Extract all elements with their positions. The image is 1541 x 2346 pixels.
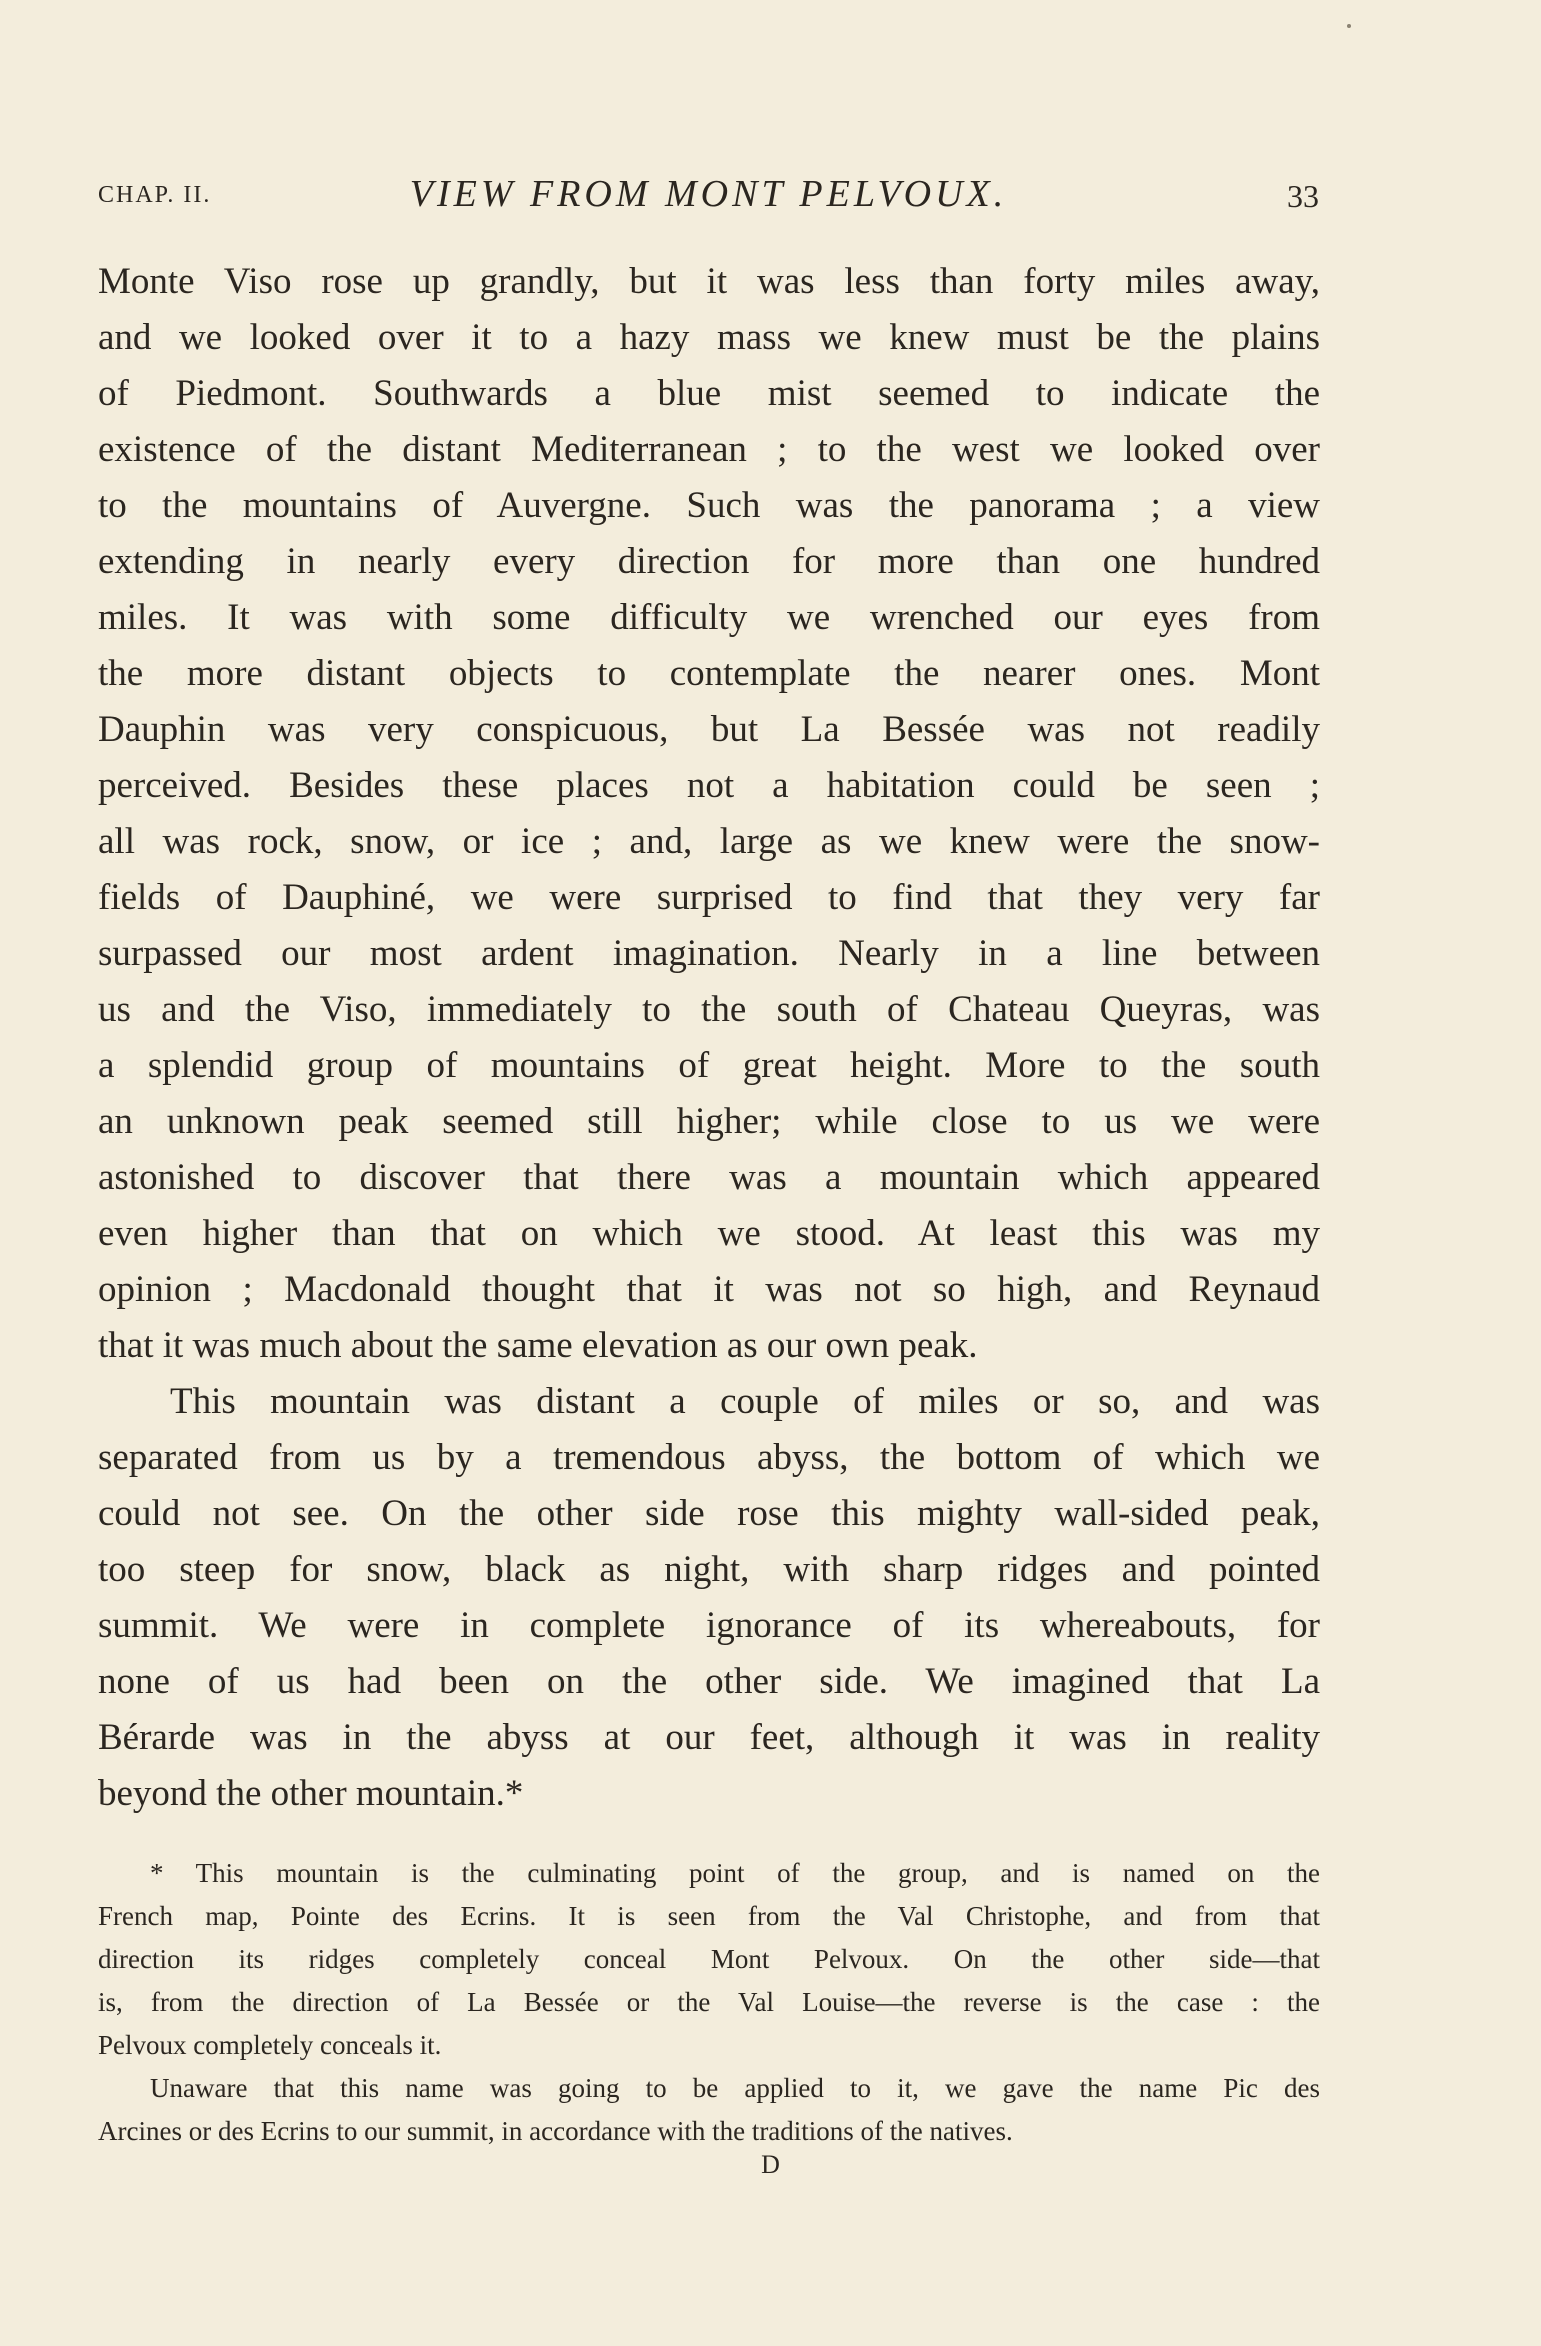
paper-speck — [1347, 24, 1351, 28]
text-line: extending in nearly every direction for more than one hundred — [98, 541, 1320, 582]
footnotes — [98, 1852, 1320, 2153]
text-line: that it was much about the same elevation as our own peak. — [98, 1325, 978, 1366]
text-line: none of us had been on the other side. We imagined that La — [98, 1661, 1320, 1702]
text-line: us and the Viso, immediately to the south of Chateau Queyras, was — [98, 989, 1320, 1030]
text-line: of Piedmont. Southwards a blue mist seemed to indicate the — [98, 373, 1320, 414]
text-line: the more distant objects to contemplate the nearer ones. Mont — [98, 653, 1320, 694]
text-line: and we looked over it to a hazy mass we knew must be the plains — [98, 317, 1320, 358]
text-line: Dauphin was very conspicuous, but La Bessée was not readily — [98, 709, 1320, 750]
text-line: summit. We were in complete ignorance of its whereabouts, for — [98, 1605, 1320, 1646]
text-line: miles. It was with some difficulty we wrenched our eyes from — [98, 597, 1320, 638]
text-line: too steep for snow, black as night, with sharp ridges and pointed — [98, 1549, 1320, 1590]
text-line: perceived. Besides these places not a habitation could be seen ; — [98, 765, 1320, 806]
text-line: opinion ; Macdonald thought that it was not so high, and Reynaud — [98, 1269, 1320, 1310]
page-number: 33 — [1287, 178, 1319, 214]
footnote-line: Arcines or des Ecrins to our summit, in accordance with the traditions of the natives. — [98, 2116, 1013, 2146]
footnote-line: Pelvoux completely conceals it. — [98, 2030, 442, 2060]
text-line: fields of Dauphiné, we were surprised to find that they very far — [98, 877, 1320, 918]
text-line: existence of the distant Mediterranean ; to the west we looked over — [98, 429, 1320, 470]
text-line: to the mountains of Auvergne. Such was the panorama ; a view — [98, 485, 1320, 526]
footnote-line: French map, Pointe des Ecrins. It is seen from the Val Christophe, and from that — [98, 1901, 1320, 1931]
footnote-line: is, from the direction of La Bessée or the Val Louise—the reverse is the case : the — [98, 1987, 1320, 2017]
text-line: separated from us by a tremendous abyss, the bottom of which we — [98, 1437, 1320, 1478]
text-line: an unknown peak seemed still higher; while close to us we were — [98, 1101, 1320, 1142]
text-line: even higher than that on which we stood. At least this was my — [98, 1213, 1320, 1254]
signature-mark: D — [761, 2150, 780, 2179]
footnote-line: direction its ridges completely conceal Mont Pelvoux. On the other side—that — [98, 1944, 1320, 1974]
body-text — [98, 254, 1320, 1822]
text-line: surpassed our most ardent imagination. Nearly in a line between — [98, 933, 1320, 974]
running-title: VIEW FROM MONT PELVOUX. — [409, 173, 1008, 215]
text-line: could not see. On the other side rose this mighty wall-sided peak, — [98, 1493, 1320, 1534]
running-header — [98, 172, 1319, 222]
text-line: astonished to discover that there was a mountain which appeared — [98, 1157, 1320, 1198]
text-line: a splendid group of mountains of great height. More to the south — [98, 1045, 1320, 1086]
text-line: beyond the other mountain.* — [98, 1773, 524, 1814]
chapter-label: CHAP. II. — [98, 182, 212, 208]
text-line: all was rock, snow, or ice ; and, large as we knew were the snow- — [98, 821, 1320, 862]
text-line: Bérarde was in the abyss at our feet, although it was in reality — [98, 1717, 1320, 1758]
text-line: This mountain was distant a couple of miles or so, and was — [170, 1381, 1320, 1422]
text-line: Monte Viso rose up grandly, but it was less than forty miles away, — [98, 261, 1320, 302]
footnote-line: * This mountain is the culminating point of the group, and is named on the — [150, 1858, 1320, 1888]
footnote-line: Unaware that this name was going to be applied to it, we gave the name Pic des — [150, 2073, 1320, 2103]
